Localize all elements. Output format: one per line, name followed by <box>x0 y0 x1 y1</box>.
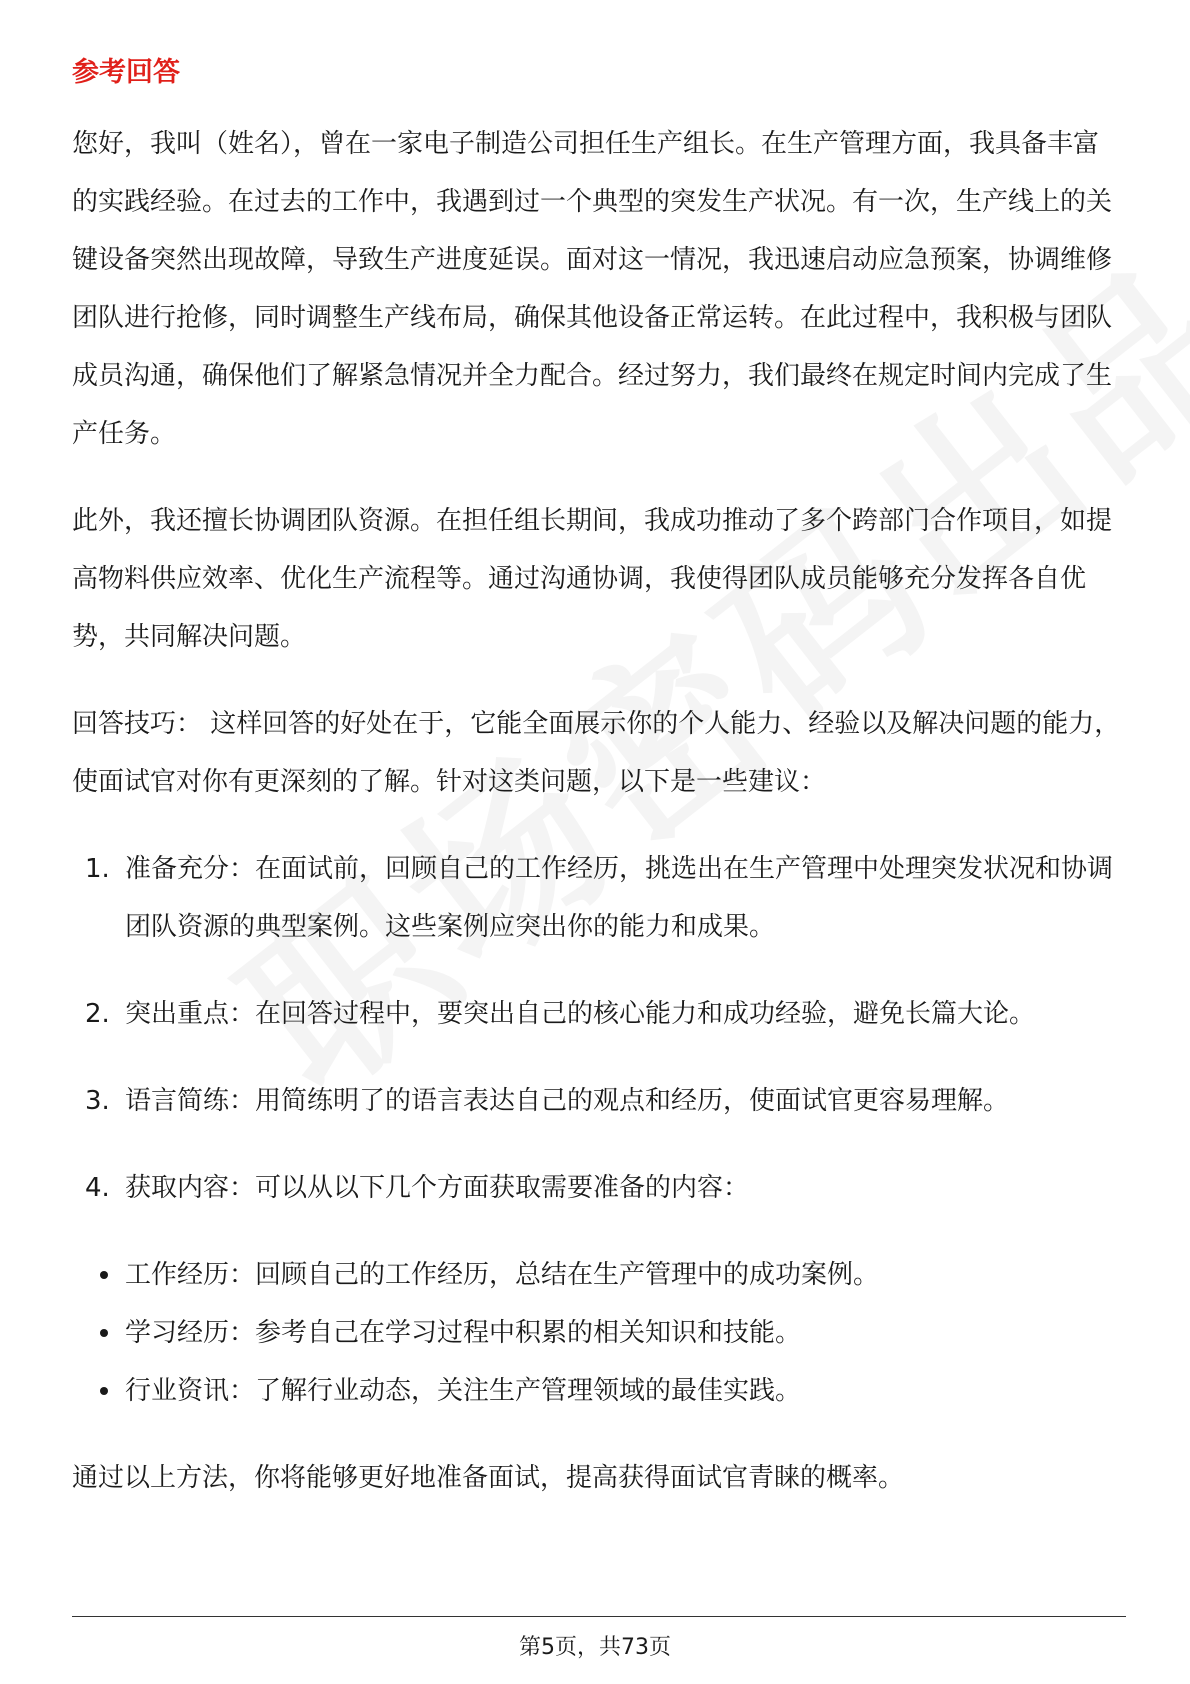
list-number: 2. <box>85 999 110 1029</box>
list-item-text: 准备充分：在面试前，回顾自己的工作经历，挑选出在生产管理中处理突发状况和协调团队资源的典型案例。这些案例应突出你的能力和成果。 <box>125 854 1114 942</box>
list-number: 3. <box>85 1086 110 1116</box>
paragraph-teamwork: 此外，我还擅长协调团队资源。在担任组长期间，我成功推动了多个跨部门合作项目，如提高物料供应效率、优化生产流程等。通过沟通协调，我使得团队成员能够充分发挥各自优势，共同解决问题。 <box>72 506 1113 652</box>
bullet-dot-icon <box>100 1271 108 1279</box>
bullet-dot-icon <box>100 1329 108 1337</box>
bullet-item-text: 工作经历：回顾自己的工作经历，总结在生产管理中的成功案例。 <box>125 1260 880 1290</box>
answer-content <box>72 115 1122 1536</box>
list-number: 4. <box>85 1173 110 1203</box>
list-item-text: 语言简练：用简练明了的语言表达自己的观点和经历，使面试官更容易理解。 <box>125 1086 1010 1116</box>
bullet-item <box>72 1362 1122 1420</box>
bullet-item-text: 学习经历：参考自己在学习过程中积累的相关知识和技能。 <box>125 1318 802 1348</box>
bullet-item <box>72 1304 1122 1362</box>
tips-ordered-list <box>72 840 1122 1217</box>
list-item <box>72 840 1122 956</box>
paragraph-intro: 您好，我叫（姓名），曾在一家电子制造公司担任生产组长。在生产管理方面，我具备丰富的实践经验。在过去的工作中，我遇到过一个典型的突发生产状况。有一次，生产线上的关键设备突然出现故障，导致生产进度延误。面对这一情况，我迅速启动应急预案，协调维修团队进行抢修，同时调整生产线布局，确保其他设备正常运转。在此过程中，我积极与团队成员沟通，确保他们了解紧急情况并全力配合。经过努力，我们最终在规定时间内完成了生产任务。 <box>72 129 1113 449</box>
list-item <box>72 1072 1122 1130</box>
list-item <box>72 1159 1122 1217</box>
section-title: 参考回答 <box>72 57 180 88</box>
bullet-item <box>72 1246 1122 1304</box>
footer-divider <box>72 1616 1126 1617</box>
page-indicator: 第5页，共73页 <box>519 1635 671 1660</box>
bullet-dot-icon <box>100 1387 108 1395</box>
paragraph-closing: 通过以上方法，你将能够更好地准备面试，提高获得面试官青睐的概率。 <box>72 1463 905 1493</box>
list-item-text: 突出重点：在回答过程中，要突出自己的核心能力和成功经验，避免长篇大论。 <box>125 999 1036 1029</box>
bullet-item-text: 行业资讯：了解行业动态，关注生产管理领域的最佳实践。 <box>125 1376 802 1406</box>
paragraph-tips: 回答技巧： 这样回答的好处在于，它能全面展示你的个人能力、经验以及解决问题的能力，使面试官对你有更深刻的了解。针对这类问题，以下是一些建议： <box>72 709 1121 797</box>
list-item-text: 获取内容：可以从以下几个方面获取需要准备的内容： <box>125 1173 750 1203</box>
list-item <box>72 985 1122 1043</box>
sources-bullet-list <box>72 1246 1122 1420</box>
list-number: 1. <box>85 854 110 884</box>
